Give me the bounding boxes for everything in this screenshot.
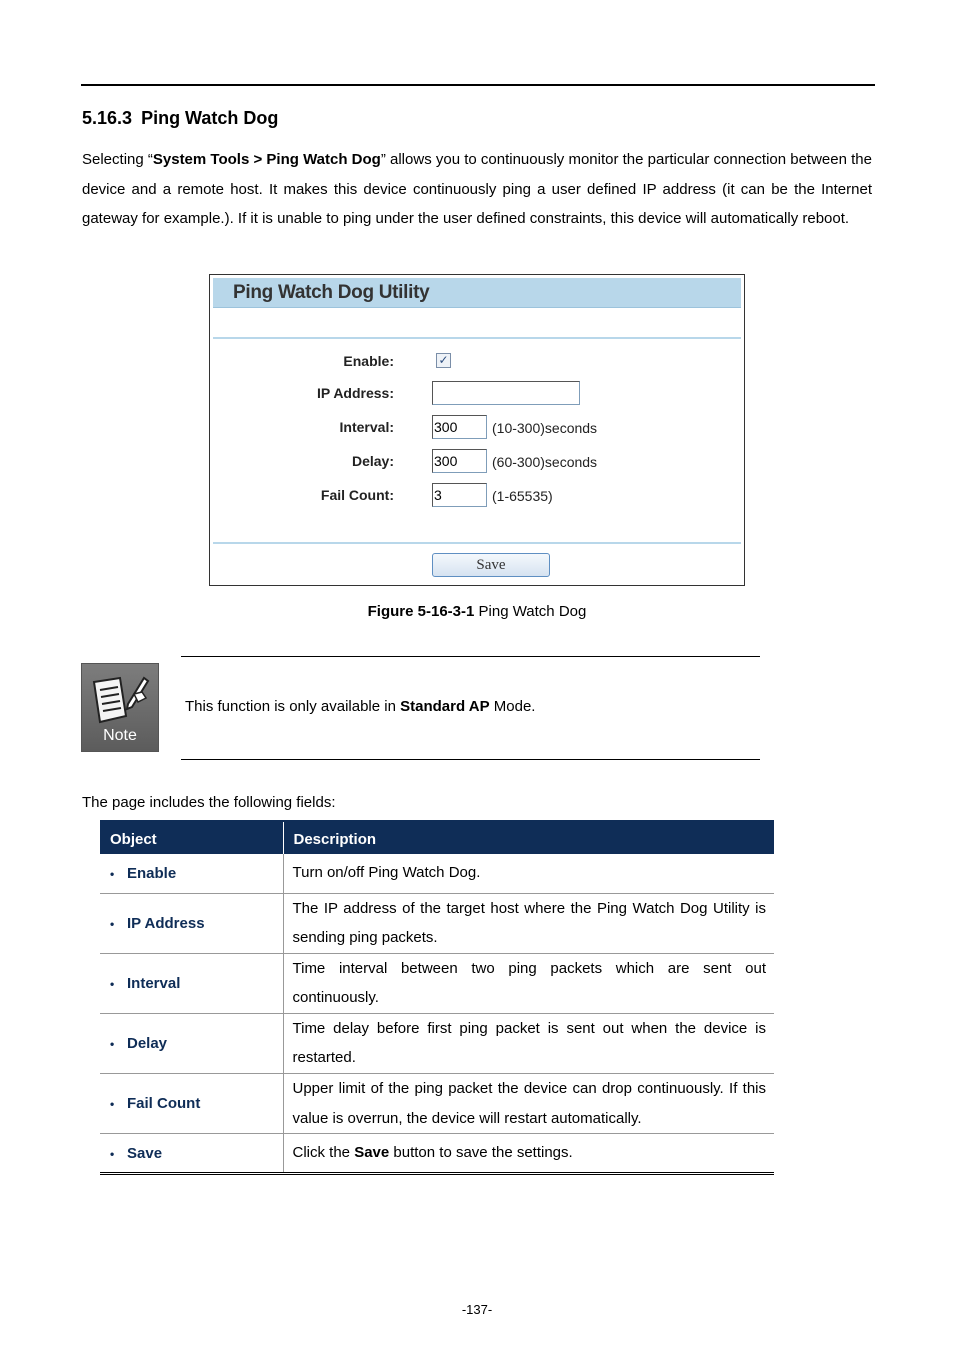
table-row xyxy=(100,1013,774,1073)
interval-label: Interval: xyxy=(339,419,394,435)
table-object-cell xyxy=(100,893,283,953)
note-text-start: This function is only available in xyxy=(185,698,401,715)
note-text xyxy=(185,698,535,715)
table-description-cell: Time interval between two ping packets which are sent out continuously. xyxy=(283,953,774,1013)
table-object-cell xyxy=(100,953,283,1013)
table-row xyxy=(100,854,774,893)
object-name: Interval xyxy=(127,974,181,992)
note-text-end: Mode. xyxy=(489,698,536,715)
table-object-cell xyxy=(100,854,283,893)
table-description-cell: Time delay before first ping packet is sent out when the device is restarted. xyxy=(283,1013,774,1073)
section-title-text: Ping Watch Dog xyxy=(141,108,279,128)
delay-label: Delay: xyxy=(351,453,394,469)
table-description-cell: The IP address of the target host where the Ping Watch Dog Utility is sending ping packets. xyxy=(283,893,774,953)
object-name: IP Address xyxy=(127,914,205,932)
note-rule-top xyxy=(181,656,760,657)
note-text-mode: Standard AP xyxy=(400,698,490,715)
table-header-row xyxy=(100,821,774,854)
table-header-description: Description xyxy=(283,821,774,854)
object-name: Enable xyxy=(127,864,177,882)
ping-watchdog-screenshot xyxy=(209,274,745,586)
desc-text-start: Click the xyxy=(292,1144,355,1162)
bullet: • xyxy=(110,976,115,991)
delay-row xyxy=(210,449,745,475)
table-header-object: Object xyxy=(100,821,283,854)
table-object-cell xyxy=(100,1134,283,1174)
note-icon-label: Note xyxy=(103,727,137,744)
fail-count-label: Fail Count: xyxy=(320,487,394,503)
bullet: • xyxy=(110,1036,115,1051)
figure-caption-text: Ping Watch Dog xyxy=(474,603,587,620)
table-row xyxy=(100,953,774,1013)
ip-address-row xyxy=(210,381,745,407)
utility-divider-top xyxy=(213,337,741,339)
figure-caption xyxy=(0,603,954,620)
object-name: Delay xyxy=(127,1034,168,1052)
utility-title: Ping Watch Dog Utility xyxy=(233,282,430,303)
utility-header xyxy=(213,278,741,308)
intro-text-start: Selecting “ xyxy=(82,151,153,168)
table-description-cell xyxy=(283,1134,774,1174)
fields-table xyxy=(100,820,774,1175)
section-number: 5.16.3 xyxy=(82,108,133,128)
ip-address-input[interactable] xyxy=(432,381,580,405)
note-pen-paper-icon xyxy=(90,672,152,726)
utility-divider-bottom xyxy=(213,542,741,544)
intro-paragraph xyxy=(82,145,872,234)
delay-hint: (60-300)seconds xyxy=(492,454,598,470)
fail-count-row xyxy=(210,483,745,509)
interval-row xyxy=(210,415,745,441)
header-rule xyxy=(81,84,875,86)
table-object-cell xyxy=(100,1013,283,1073)
table-row xyxy=(100,1134,774,1174)
interval-hint: (10-300)seconds xyxy=(492,420,598,436)
enable-row xyxy=(210,349,745,375)
bullet: • xyxy=(110,1097,115,1112)
table-row xyxy=(100,893,774,953)
figure-number: Figure 5-16-3-1 xyxy=(367,603,475,620)
table-row xyxy=(100,1074,774,1134)
note-rule-bottom xyxy=(181,759,760,760)
section-title xyxy=(82,108,278,129)
fields-intro: The page includes the following fields: xyxy=(82,794,336,811)
desc-text-bold: Save xyxy=(354,1144,390,1162)
interval-input[interactable] xyxy=(432,415,487,439)
table-description-cell: Upper limit of the ping packet the device can drop continuously. If this value is overrun, the device will restart automatically. xyxy=(283,1074,774,1134)
desc-text-end: button to save the settings. xyxy=(389,1144,573,1162)
table-object-cell xyxy=(100,1074,283,1134)
save-button[interactable]: Save xyxy=(432,553,550,577)
table-description-cell: Turn on/off Ping Watch Dog. xyxy=(283,854,774,893)
bullet: • xyxy=(110,916,115,931)
object-name: Fail Count xyxy=(127,1095,201,1113)
fail-count-hint: (1-65535) xyxy=(492,488,553,504)
note-icon xyxy=(81,663,159,752)
ip-address-label: IP Address: xyxy=(316,385,394,401)
enable-label: Enable: xyxy=(343,353,394,369)
delay-input[interactable] xyxy=(432,449,487,473)
intro-menu-path: System Tools > Ping Watch Dog xyxy=(152,151,381,168)
enable-checkbox[interactable]: ✓ xyxy=(436,353,451,368)
bullet: • xyxy=(110,866,115,881)
page-number: -137- xyxy=(461,1302,493,1317)
fail-count-input[interactable] xyxy=(432,483,487,507)
object-name: Save xyxy=(127,1144,163,1162)
intro-text-rest: ” allows you to continuously monitor the particular connection between the device and a remote host. It makes this device continuously ping a user defined IP address (it can be the Internet gateway for example.). If it is unable to ping under the user defined constraints, this device will automatically reboot. xyxy=(82,151,872,228)
bullet: • xyxy=(110,1146,115,1161)
